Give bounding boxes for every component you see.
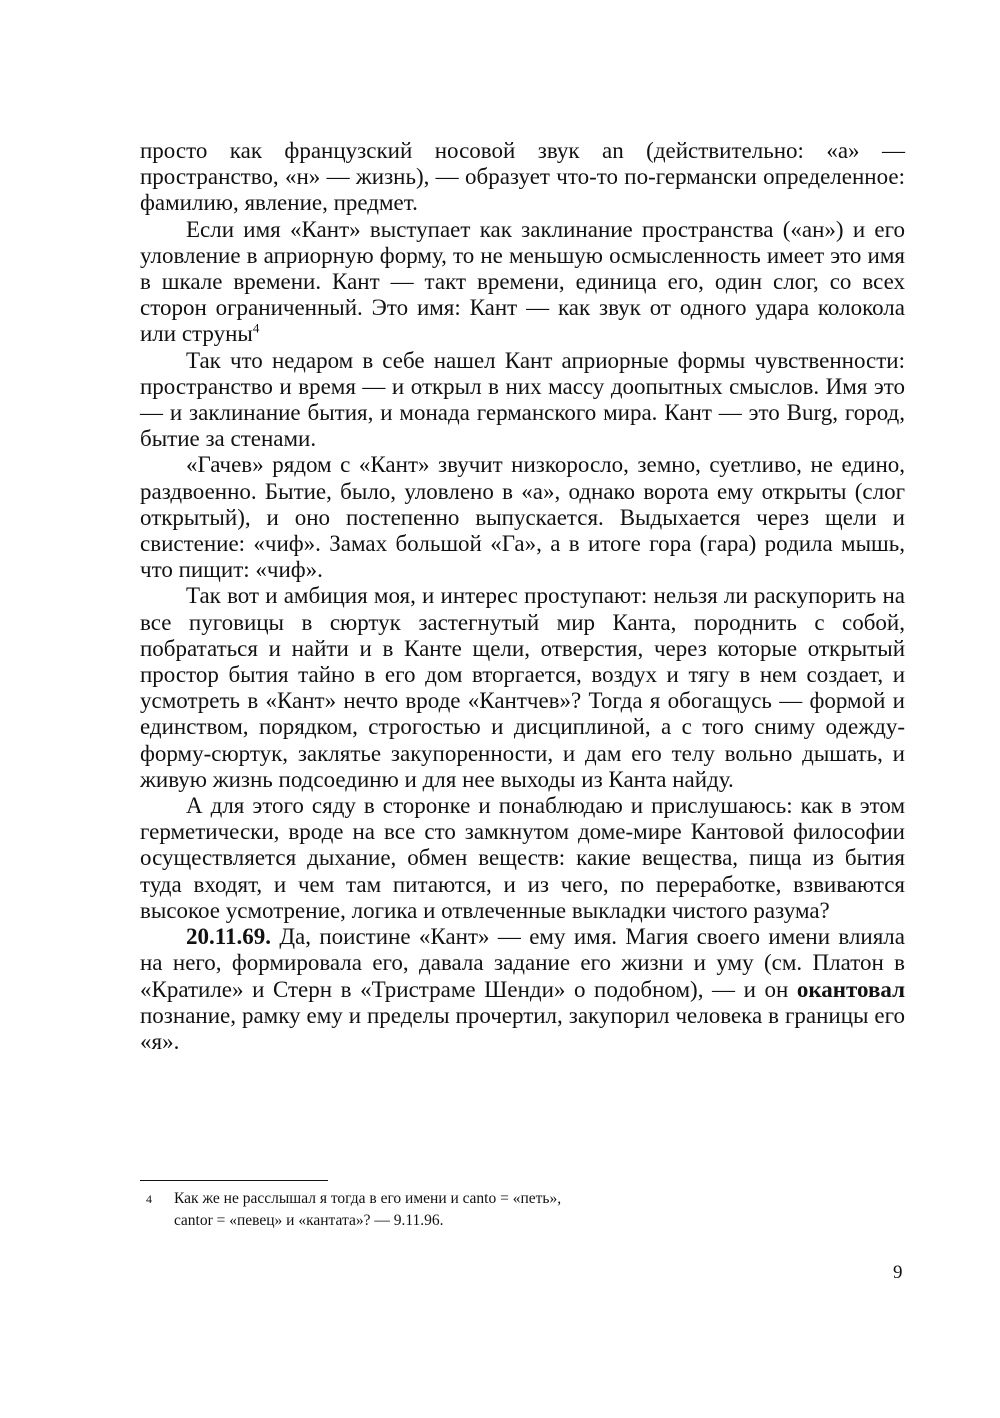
diary-date: 20.11.69. xyxy=(186,924,271,950)
paragraph-2-text: Если имя «Кант» выступает как заклинание пространства («ан») и его уловление в априорную форму, то не меньшую осмысленность имеет это имя в шкале времени. Кант — такт времени, единица его, один слог, со всех сторон ограниченный. Это имя: Кант — как звук от одного удара колокола или струны xyxy=(140,216,905,347)
footnote-reference[interactable]: 4 xyxy=(252,320,260,336)
footnote xyxy=(140,1188,780,1232)
footnote-divider xyxy=(140,1180,328,1181)
paragraph-6: А для этого сяду в сторонке и понаблюдаю и прислушаюсь: как в этом герметически, вроде на все сто замкнутом доме-мире Кантовой философии осуществляется дыхание, обмен веществ: какие вещества, пища из бытия туда входят, и чем там питаются, и из чего, по переработке, взвиваются высокое усмотрение, логика и отвлеченные выкладки чистого разума? xyxy=(140,793,905,923)
page-body xyxy=(140,138,905,1055)
paragraph-7-text-a: Да, поистине «Кант» — ему имя. Магия своего имени влияла на него, формировала его, давала задание его жизни и уму (см. Платон в «Кратиле» и Стерн в «Тристраме Шенди» о подобном), — и он xyxy=(140,924,905,1002)
paragraph-7 xyxy=(140,924,905,1055)
paragraph-5: Так вот и амбиция моя, и интерес проступают: нельзя ли раскупорить на все пуговицы в сюртук застегнутый мир Канта, породнить с собой, побрататься и найти и в Канте щели, отверстия, через которые открытый простор бытия тайно в его дом вторгается, воздух и тягу в нем создает, и усмотреть в «Кант» нечто вроде «Кантчев»? Тогда я обогащусь — формой и единством, порядком, строгостью и дисциплиной, а с того сниму одежду-форму-сюртук, заклятье закупоренности, и дам его телу вольно дышать, и живую жизнь подсоединю и для нее выходы из Канта найду. xyxy=(140,583,905,792)
footnote-marker: 4 xyxy=(146,1192,152,1206)
paragraph-2 xyxy=(140,217,905,348)
emphasized-word: окантовал xyxy=(796,976,905,1002)
paragraph-3: Так что недаром в себе нашел Кант априорные формы чувственности: пространство и время — и открыл в них массу доопытных смыслов. Имя это — и заклинание бытия, и монада германского мира. Кант — это Burg, город, бытие за стенами. xyxy=(140,347,905,452)
paragraph-1: просто как французский носовой звук an (действительно: «а» — пространство, «н» — жизнь), — образует что-то по-германски определенное: фамилию, явление, предмет. xyxy=(140,138,905,216)
footnote-line-2: cantor = «певец» и «кантата»? — 9.11.96. xyxy=(174,1212,444,1229)
footnote-line-1: Как же не расслышал я тогда в его имени и canto = «петь», xyxy=(174,1190,562,1207)
page-number: 9 xyxy=(893,1262,903,1283)
paragraph-7-text-b: познание, рамку ему и пределы прочертил, закупорил человека в границы его «я». xyxy=(140,1002,905,1054)
paragraph-4: «Гачев» рядом с «Кант» звучит низкоросло, земно, суетливо, не едино, раздвоенно. Бытие, было, уловлено в «а», однако ворота ему открыты (слог открытый), и оно постепенно выпускается. Выдыхается через щели и свистение: «чиф». Замах большой «Га», а в итоге гора (гара) родила мышь, что пищит: «чиф». xyxy=(140,452,905,583)
